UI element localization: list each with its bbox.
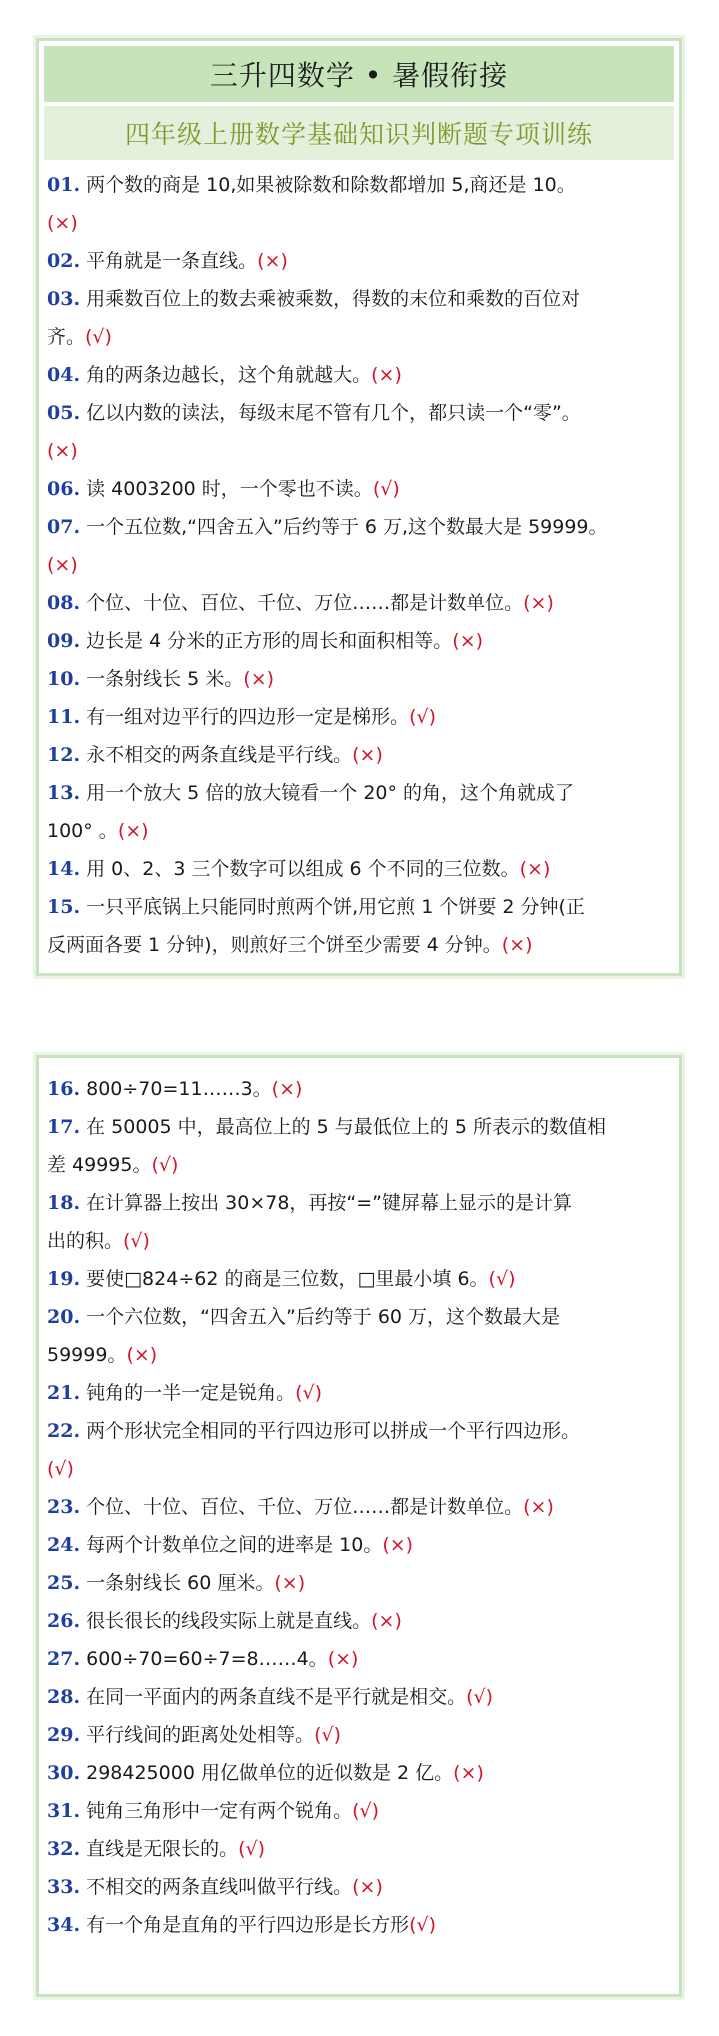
question-text: 两个形状完全相同的平行四边形可以拼成一个平行四边形。 (86, 1420, 581, 1442)
question-text: 平行线间的距离处处相等。 (86, 1724, 315, 1746)
question-text: 在计算器上按出 30×78，再按“=”键屏幕上显示的是计算 (86, 1192, 573, 1214)
question-text: 反两面各要 1 分钟)，则煎好三个饼至少需要 4 分钟。 (47, 934, 502, 956)
answer-mark: (×) (452, 630, 484, 652)
question-line (47, 1260, 671, 1298)
answer-mark: (√) (488, 1268, 516, 1290)
question-line (47, 432, 671, 470)
question-line (47, 584, 671, 622)
question-text: 个位、十位、百位、千位、万位……都是计数单位。 (86, 1496, 524, 1518)
question-text: 用乘数百位上的数去乘被乘数，得数的末位和乘数的百位对 (86, 288, 581, 310)
question-text: 出的积。 (47, 1230, 124, 1252)
answer-mark: (×) (501, 934, 533, 956)
answer-mark: (×) (327, 1648, 359, 1670)
question-line (47, 736, 671, 774)
question-line (47, 1488, 671, 1526)
question-text: 平角就是一条直线。 (86, 250, 258, 272)
question-line (47, 1906, 671, 1944)
answer-mark: (√) (47, 1458, 74, 1480)
answer-mark: (×) (352, 744, 383, 766)
answer-mark: (×) (523, 592, 554, 614)
answer-mark: (×) (519, 858, 551, 880)
question-number: 05. (47, 402, 81, 424)
question-text: 59999。 (47, 1344, 127, 1366)
question-line (47, 166, 671, 204)
question-number: 33. (47, 1876, 81, 1898)
question-number: 32. (47, 1838, 81, 1860)
question-line (47, 888, 671, 926)
question-number: 16. (47, 1078, 81, 1100)
question-line (47, 1526, 671, 1564)
question-line (47, 1792, 671, 1830)
page-subtitle: 四年级上册数学基础知识判断题专项训练 (124, 120, 593, 149)
question-text: 亿以内数的读法，每级末尾不管有几个，都只读一个“零”。 (86, 402, 581, 424)
question-text: 边长是 4 分米的正方形的周长和面积相等。 (86, 630, 453, 652)
answer-mark: (×) (371, 1610, 402, 1632)
question-text: 不相交的两条直线叫做平行线。 (86, 1876, 353, 1898)
question-text: 在同一平面内的两条直线不是平行就是相交。 (86, 1686, 467, 1708)
question-text: 一个六位数，“四舍五入”后约等于 60 万，这个数最大是 (86, 1306, 561, 1328)
question-line (47, 1336, 671, 1374)
question-number: 02. (47, 250, 81, 272)
question-number: 20. (47, 1306, 81, 1328)
answer-mark: (×) (126, 1344, 158, 1366)
question-text: 用 0、2、3 三个数字可以组成 6 个不同的三位数。 (86, 858, 520, 880)
answer-mark: (√) (238, 1838, 266, 1860)
question-text: 钝角三角形中一定有两个锐角。 (86, 1800, 353, 1822)
question-line (47, 812, 671, 850)
answer-mark: (√) (409, 1914, 437, 1936)
question-line (47, 1184, 671, 1222)
question-number: 08. (47, 592, 81, 614)
subtitle-banner (44, 106, 674, 160)
question-text: 钝角的一半一定是锐角。 (86, 1382, 296, 1404)
answer-mark: (×) (453, 1762, 484, 1784)
answer-mark: (√) (151, 1154, 179, 1176)
question-line (47, 1374, 671, 1412)
question-number: 25. (47, 1572, 81, 1594)
question-number: 13. (47, 782, 81, 804)
question-text: 很长很长的线段实际上就是直线。 (86, 1610, 372, 1632)
question-line (47, 1070, 671, 1108)
question-text: 两个数的商是 10,如果被除数和除数都增加 5,商还是 10。 (86, 174, 576, 196)
answer-mark: (√) (352, 1800, 380, 1822)
question-text: 差 49995。 (47, 1154, 152, 1176)
question-line (47, 1450, 671, 1488)
answer-mark: (×) (371, 364, 402, 386)
question-line (47, 318, 671, 356)
answer-mark: (√) (85, 326, 112, 348)
answer-mark: (×) (523, 1496, 554, 1518)
question-text: 个位、十位、百位、千位、万位……都是计数单位。 (86, 592, 524, 614)
question-line (47, 356, 671, 394)
question-number: 10. (47, 668, 81, 690)
question-text: 在 50005 中，最高位上的 5 与最低位上的 5 所表示的数值相 (86, 1116, 606, 1138)
question-text: 每两个计数单位之间的进率是 10。 (86, 1534, 383, 1556)
question-text: 一个五位数,“四舍五入”后约等于 6 万,这个数最大是 59999。 (86, 516, 608, 538)
answer-mark: (√) (123, 1230, 150, 1252)
question-number: 14. (47, 858, 81, 880)
question-number: 31. (47, 1800, 81, 1822)
question-number: 09. (47, 630, 81, 652)
question-line (47, 1564, 671, 1602)
question-number: 04. (47, 364, 81, 386)
question-number: 11. (47, 706, 81, 728)
question-line (47, 242, 671, 280)
question-line (47, 1146, 671, 1184)
question-text: 读 4003200 时，一个零也不读。 (86, 478, 373, 500)
answer-mark: (×) (117, 820, 149, 842)
question-text: 800÷70=11……3。 (86, 1078, 272, 1100)
answer-mark: (√) (372, 478, 400, 500)
question-line (47, 1298, 671, 1336)
question-text: 角的两条边越长，这个角就越大。 (86, 364, 372, 386)
question-text: 一条射线长 5 米。 (86, 668, 244, 690)
question-number: 29. (47, 1724, 81, 1746)
question-line (47, 1830, 671, 1868)
question-number: 28. (47, 1686, 81, 1708)
question-line (47, 926, 671, 964)
question-line (47, 280, 671, 318)
worksheet-card-1 (36, 38, 682, 976)
answer-mark: (√) (314, 1724, 342, 1746)
question-line (47, 774, 671, 812)
question-line (47, 622, 671, 660)
question-number: 06. (47, 478, 81, 500)
question-text: 有一组对边平行的四边形一定是梯形。 (86, 706, 410, 728)
question-line (47, 1868, 671, 1906)
question-text: 直线是无限长的。 (86, 1838, 239, 1860)
question-number: 26. (47, 1610, 81, 1632)
question-number: 19. (47, 1268, 81, 1290)
question-number: 15. (47, 896, 81, 918)
question-line (47, 1602, 671, 1640)
page-title: 三升四数学 • 暑假衔接 (209, 59, 509, 92)
question-line (47, 1222, 671, 1260)
answer-mark: (×) (382, 1534, 414, 1556)
question-line (47, 470, 671, 508)
answer-mark: (√) (409, 706, 437, 728)
answer-mark: (×) (47, 554, 78, 576)
question-text: 要使□824÷62 的商是三位数，□里最小填 6。 (86, 1268, 489, 1290)
question-text: 齐。 (47, 326, 86, 348)
question-number: 07. (47, 516, 81, 538)
question-line (47, 1640, 671, 1678)
question-line (47, 850, 671, 888)
question-number: 18. (47, 1192, 81, 1214)
question-line (47, 1754, 671, 1792)
question-text: 有一个角是直角的平行四边形是长方形 (86, 1914, 410, 1936)
question-number: 12. (47, 744, 81, 766)
question-number: 30. (47, 1762, 81, 1784)
question-line (47, 1412, 671, 1450)
answer-mark: (×) (271, 1078, 303, 1100)
title-banner (44, 46, 674, 102)
question-line (47, 1678, 671, 1716)
answer-mark: (×) (47, 212, 78, 234)
answer-mark: (×) (47, 440, 78, 462)
question-number: 03. (47, 288, 81, 310)
question-text: 永不相交的两条直线是平行线。 (86, 744, 353, 766)
question-number: 22. (47, 1420, 81, 1442)
question-number: 27. (47, 1648, 81, 1670)
question-list-1 (39, 160, 679, 964)
answer-mark: (×) (352, 1876, 383, 1898)
question-number: 01. (47, 174, 81, 196)
question-line (47, 546, 671, 584)
worksheet-card-2 (36, 1055, 682, 1997)
question-text: 100° 。 (47, 820, 118, 842)
question-line (47, 1716, 671, 1754)
question-number: 24. (47, 1534, 81, 1556)
question-text: 298425000 用亿做单位的近似数是 2 亿。 (86, 1762, 454, 1784)
question-line (47, 508, 671, 546)
question-text: 一只平底锅上只能同时煎两个饼,用它煎 1 个饼要 2 分钟(正 (86, 896, 585, 918)
answer-mark: (×) (257, 250, 288, 272)
question-line (47, 394, 671, 432)
answer-mark: (×) (243, 668, 275, 690)
answer-mark: (×) (274, 1572, 306, 1594)
answer-mark: (√) (466, 1686, 494, 1708)
question-list-2 (39, 1058, 679, 1944)
question-line (47, 204, 671, 242)
question-line (47, 660, 671, 698)
question-line (47, 1108, 671, 1146)
question-number: 23. (47, 1496, 81, 1518)
answer-mark: (√) (295, 1382, 323, 1404)
question-text: 600÷70=60÷7=8……4。 (86, 1648, 328, 1670)
question-number: 21. (47, 1382, 81, 1404)
question-number: 17. (47, 1116, 81, 1138)
question-text: 一条射线长 60 厘米。 (86, 1572, 275, 1594)
question-text: 用一个放大 5 倍的放大镜看一个 20° 的角，这个角就成了 (86, 782, 575, 804)
question-number: 34. (47, 1914, 81, 1936)
question-line (47, 698, 671, 736)
